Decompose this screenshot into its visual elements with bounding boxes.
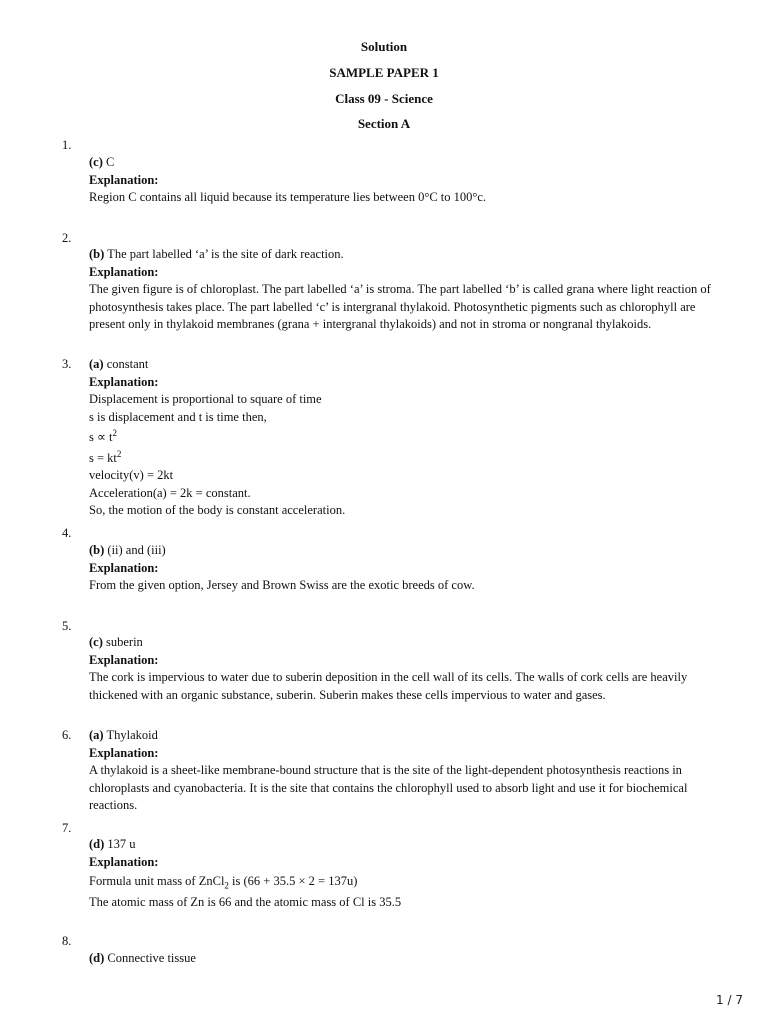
question-number: 3. [62, 357, 72, 371]
question-3-answer [89, 356, 729, 520]
question-number: 8. [62, 934, 72, 948]
explanation-label: Explanation: [89, 560, 159, 575]
question-7-answer [89, 836, 729, 911]
question-number: 7. [62, 821, 72, 835]
answer-option: (a) [89, 357, 104, 371]
question-6-answer [89, 727, 729, 815]
formula-line: $s = kt^2$ [89, 448, 122, 465]
answer-text: 137 u [104, 837, 136, 851]
explanation-text: The given figure is of chloroplast. The part labelled ‘a’ is stroma. The part labelled ‘b’ is called grana where light reaction of photosynthesis takes place. The part labelled ‘c’ is intergranal thylakoid. Photosynthetic pigments such as chlorophyll are present only in thylakoid membranes (grana + intergranal thylakoids) and not in stroma or nongranal thylakoids. [89, 282, 711, 331]
doc-heading-paper: SAMPLE PAPER 1 [329, 65, 439, 80]
answer-line [89, 836, 729, 854]
explanation-label: Explanation: [89, 264, 159, 279]
question-number: 4. [62, 526, 72, 540]
doc-heading-section: Section A [357, 116, 411, 131]
answer-option: (b) [89, 543, 105, 557]
explanation-text: Acceleration(a) = 2k = constant. [89, 485, 251, 500]
question-number: 6. [62, 728, 72, 742]
question-number: 1. [62, 138, 72, 152]
answer-option: (b) [89, 247, 105, 261]
explanation-label: Explanation: [89, 854, 159, 869]
answer-option: (d) [89, 837, 105, 851]
explanation-label: Explanation: [89, 374, 159, 389]
answer-text: The part labelled ‘a’ is the site of dark reaction. [104, 247, 344, 261]
explanation-text: s is displacement and t is time then, [89, 409, 267, 424]
question-number: 5. [62, 619, 72, 633]
answer-line [89, 542, 729, 560]
question-number: 2. [62, 231, 72, 245]
formula-line: Formula unit mass of ZnCl$_2$ is (66 + 35.5 × 2 = 137u) [89, 874, 358, 891]
explanation-text: From the given option, Jersey and Brown Swiss are the exotic breeds of cow. [89, 578, 475, 592]
explanation-text: The atomic mass of Zn is 66 and the atomic mass of Cl is 35.5 [89, 894, 402, 909]
answer-text: (ii) and (iii) [104, 543, 166, 557]
answer-text: suberin [102, 635, 143, 649]
question-2-answer [89, 246, 729, 334]
answer-text: C [102, 155, 115, 169]
answer-line [89, 356, 729, 374]
question-8-answer [89, 950, 729, 968]
explanation-label: Explanation: [89, 745, 159, 760]
doc-heading-class: Class 09 - Science [335, 91, 433, 106]
explanation-text: Displacement is proportional to square of time [89, 392, 322, 406]
answer-text: Connective tissue [104, 951, 196, 965]
explanation-text: A thylakoid is a sheet-like membrane-bound structure that is the site of the light-dependent photosynthesis reactions in chloroplasts and cyanobacteria. It is the site that contains the chlorophyll used to absorb light and use it for biochemical reactions. [89, 763, 688, 812]
explanation-text: The cork is impervious to water due to suberin deposition in the cell wall of its cells. The walls of cork cells are heavily thickened with an organic substance, suberin. Suberin makes these cells impervious to water and gases. [89, 670, 688, 702]
answer-line [89, 634, 729, 652]
answer-option: (d) [89, 951, 105, 965]
answer-line [89, 154, 729, 172]
answer-option: (c) [89, 155, 103, 169]
question-1-answer [89, 154, 729, 207]
explanation-text: Region C contains all liquid because its temperature lies between 0°C to 100°c. [89, 190, 487, 204]
question-5-answer [89, 634, 729, 704]
answer-option: (a) [89, 728, 104, 742]
answer-line [89, 950, 729, 968]
explanation-label: Explanation: [89, 652, 159, 667]
formula-line: $s \propto t^2$ [89, 427, 118, 444]
question-4-answer [89, 542, 729, 595]
explanation-text: velocity(v) = 2kt [89, 468, 174, 482]
doc-heading-solution: Solution [360, 39, 408, 54]
explanation-label: Explanation: [89, 172, 159, 187]
answer-line [89, 727, 729, 745]
answer-text: constant [103, 357, 149, 371]
answer-option: (c) [89, 635, 103, 649]
page-number: 1 / 7 [716, 993, 743, 1007]
answer-text: Thylakoid [103, 728, 158, 742]
answer-line [89, 246, 729, 264]
explanation-text: So, the motion of the body is constant acceleration. [89, 503, 346, 517]
